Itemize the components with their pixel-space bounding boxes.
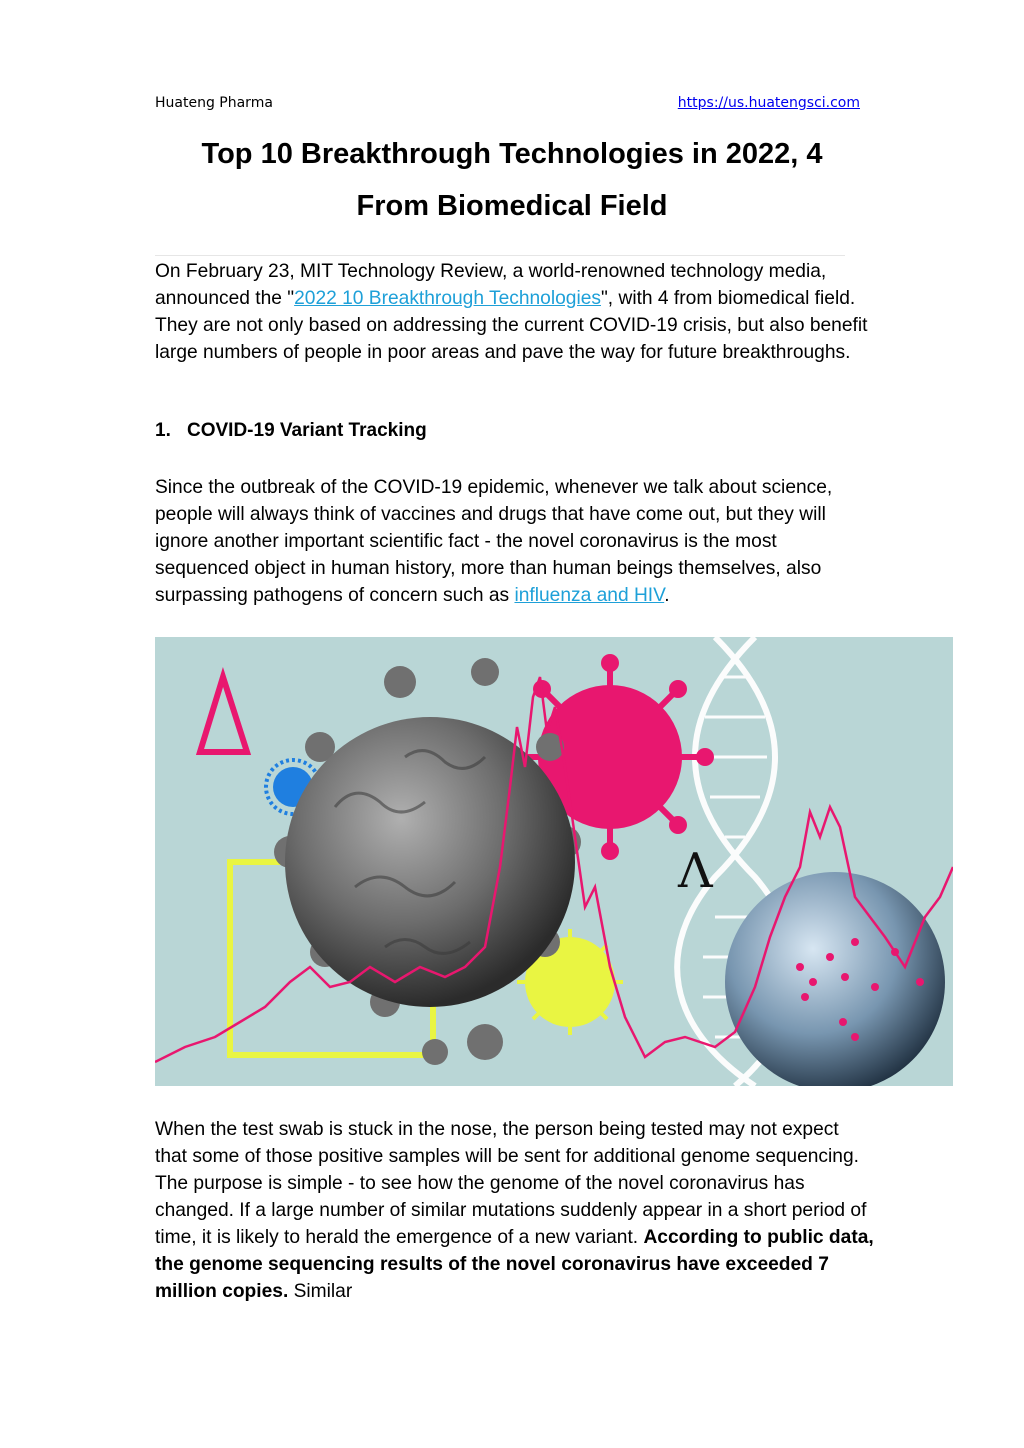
intro-paragraph [155,258,875,366]
page-header [155,95,860,115]
section-title: COVID-19 Variant Tracking [187,420,427,441]
section-number: 1. [155,420,171,441]
section2-bold-text: According to public data, the genome sequencing results of the novel coronavirus have exceeded 7 million copies. [155,1227,874,1302]
delta-triangle-outline [200,677,247,752]
section-heading [155,420,427,442]
website-link[interactable]: https://us.huatengsci.com [677,95,860,111]
section2-text: When the test swab is stuck in the nose, the person being tested may not expect that some of those positive samples will be sent for additional genome sequencing. The purpose is simple - to see how the genome of the novel coronavirus has changed. If a large number of similar mutations suddenly appear in a short period of time, it is likely to herald the emergence of a new variant. [155,1119,867,1248]
section-paragraph-2 [155,1116,875,1305]
section-paragraph [155,474,875,609]
company-name: Huateng Pharma [155,95,273,111]
intro-text-end: ", with 4 from biomedical field. They are not only based on addressing the current COVID-19 crisis, but also benefit large numbers of people in poor areas and pave the way for future breakthroughs. [155,288,868,363]
document-title [100,128,924,232]
delta-symbol: Δ [215,749,216,750]
section-text-start: Since the outbreak of the COVID-19 epidemic, whenever we talk about science, people will always think of vaccines and drugs that have come out, but they will ignore another important scientific fact - the novel coronavirus is the most sequenced object in human history, more than human beings themselves, also surpassing pathogens of concern such as [155,477,833,606]
lambda-symbol: Λ [678,843,713,899]
covid-variant-illustration [155,637,953,1086]
section2-tail-text: Similar [288,1281,353,1302]
intro-text-start: On February 23, MIT Technology Review, a world-renowned technology media, announced the " [155,261,827,309]
section-text-end: . [664,585,670,606]
influenza-hiv-link[interactable]: influenza and HIV [514,585,665,606]
title-line-2: From Biomedical Field [356,190,668,222]
breakthrough-technologies-link[interactable]: 2022 10 Breakthrough Technologies [294,288,601,309]
title-line-1: Top 10 Breakthrough Technologies in 2022, 4 [201,138,823,170]
title-divider [155,255,845,256]
